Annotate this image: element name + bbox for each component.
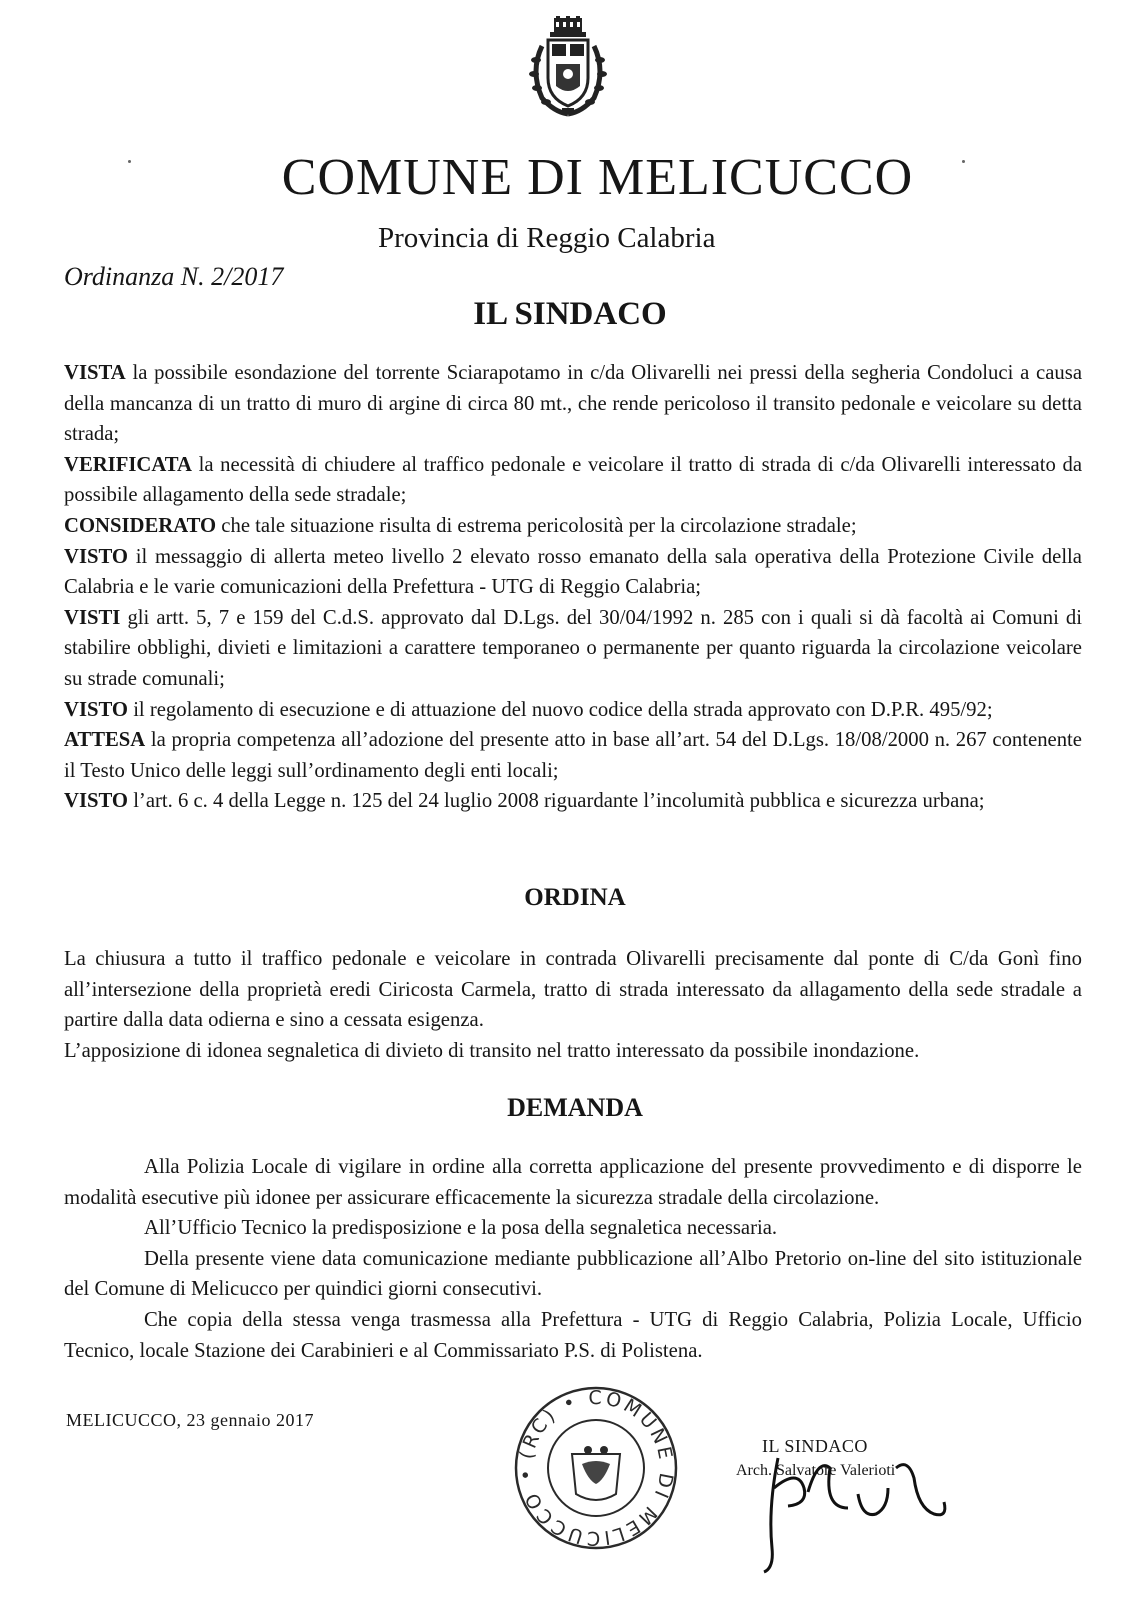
premise-text: gli artt. 5, 7 e 159 del C.d.S. approvato dal D.Lgs. del 30/04/1992 n. 285 con i quali si dà facoltà ai Comuni di stabilire obblighi, divieti e limitazioni a carattere temporaneo o permanente per quanto riguarda la circolazione veicolare su strade comunali; [64,606,1082,690]
place-and-date: MELICUCCO, 23 gennaio 2017 [66,1410,314,1430]
demanda-paragraph: Che copia della stessa venga trasmessa alla Prefettura - UTG di Reggio Calabria, Polizia Locale, Ufficio Tecnico, locale Stazione dei Carabinieri e al Commissariato P.S. di Polistena. [64,1308,1082,1362]
ordina-section [64,944,1082,1066]
premise-paragraph [64,450,1082,511]
premise-paragraph [64,358,1082,450]
demanda-section [64,1152,1082,1366]
sindaco-heading: IL SINDACO [473,296,667,332]
premise-paragraph [64,695,1082,726]
premise-paragraph [64,542,1082,603]
premise-keyword: VISTA [64,362,126,384]
demanda-heading: DEMANDA [507,1093,643,1122]
premise-keyword: VISTI [64,606,121,629]
municipality-title: COMUNE DI MELICUCCO [281,149,914,206]
premise-keyword: CONSIDERATO [64,514,217,537]
premise-text: la necessità di chiudere al traffico pedonale e veicolare il tratto di strada di c/da Olivarelli interessato da possibile allagamento della sede stradale; [64,453,1082,507]
ordina-paragraph: L’apposizione di idonea segnaletica di divieto di transito nel tratto interessato da possibile inondazione. [64,1039,920,1062]
premise-text: la propria competenza all’adozione del presente atto in base all’art. 54 del D.Lgs. 18/08/2000 n. 267 contenente il Testo Unico delle leggi sull’ordinamento degli enti locali; [64,729,1082,782]
signatory-title: IL SINDACO [762,1436,868,1456]
municipal-stamp-icon [512,1384,680,1552]
premise-paragraph [64,603,1082,695]
demanda-paragraph: Della presente viene data comunicazione mediante pubblicazione all’Albo Pretorio on-line del sito istituzionale del Comune di Melicucco per quindici giorni consecutivi. [64,1247,1082,1301]
premises-section [64,358,1082,817]
handwritten-signature [738,1448,958,1578]
premise-text: la possibile esondazione del torrente Sciarapotamo in c/da Olivarelli nei pressi della segheria Condoluci a causa della mancanza di un tratto di muro di argine di circa 80 mt., che rende pericoloso il transito pedonale e veicolare su detta strada; [64,362,1082,446]
municipal-crest-icon [520,16,616,120]
premise-text: il regolamento di esecuzione e di attuazione del nuovo codice della strada approvato con D.P.R. 495/92; [128,698,993,721]
premise-paragraph [64,725,1082,786]
premise-keyword: VISTO [64,698,129,721]
premise-text: l’art. 6 c. 4 della Legge n. 125 del 24 luglio 2008 riguardante l’incolumità pubblica e sicurezza urbana; [128,790,985,813]
ordinance-number: Ordinanza N. 2/2017 [64,262,284,291]
province-subtitle: Provincia di Reggio Calabria [378,222,716,254]
premise-text: il messaggio di allerta meteo livello 2 elevato rosso emanato della sala operativa della Protezione Civile della Calabria e le varie comunicazioni della Prefettura - UTG di Reggio Calabria; [64,545,1082,599]
demanda-paragraph: Alla Polizia Locale di vigilare in ordine alla corretta applicazione del presente provvedimento e di disporre le modalità esecutive più idonee per assicurare efficacemente la sicurezza stradale della circolazione. [64,1156,1082,1209]
ordina-paragraph: La chiusura a tutto il traffico pedonale e veicolare in contrada Olivarelli precisamente dal ponte di C/da Gonì fino all’intersezione della proprietà eredi Ciricosta Carmela, tratto di strada interessato da allagamento della sede stradale a partire dalla data odierna e sino a cessata esigenza. [64,948,1082,1032]
premise-keyword: ATTESA [64,729,146,752]
svg-text:(RC) • COMUNE DI MELICUCCO •: (RC) • COMUNE DI MELICUCCO • [514,1386,678,1550]
ordina-heading: ORDINA [524,884,626,911]
signatory-name: Arch. Salvatore Valerioti [736,1462,896,1479]
premise-keyword: VISTO [64,545,129,568]
premise-paragraph [64,511,1082,542]
premise-keyword: VISTO [64,790,129,813]
premise-text: che tale situazione risulta di estrema pericolosità per la circolazione stradale; [216,514,857,537]
premise-paragraph [64,786,1082,817]
premise-keyword: VERIFICATA [64,453,192,476]
demanda-paragraph: All’Ufficio Tecnico la predisposizione e la posa della segnaletica necessaria. [144,1217,778,1240]
